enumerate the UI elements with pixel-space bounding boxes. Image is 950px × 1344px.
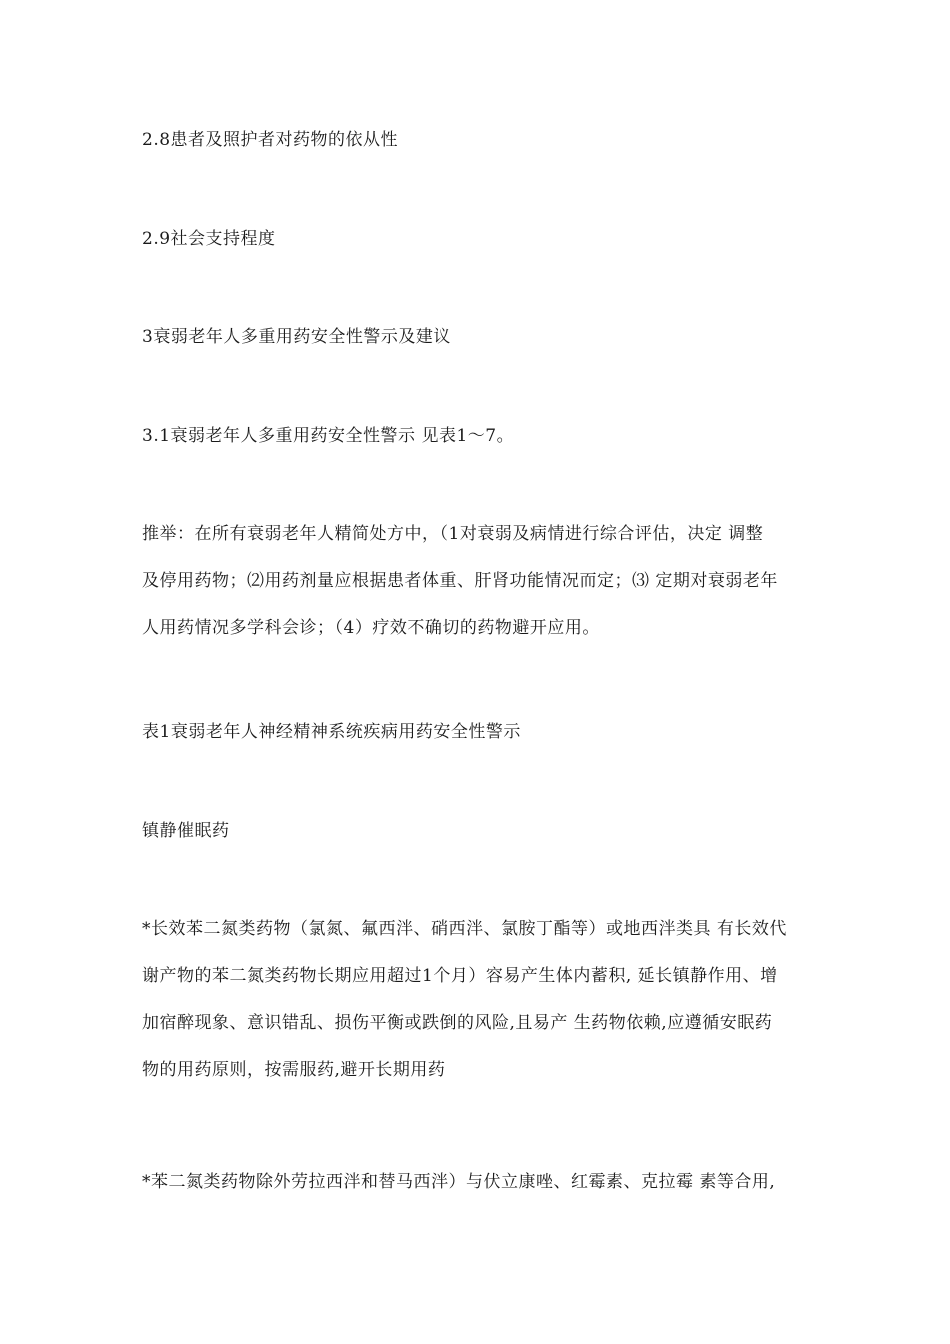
- paragraph-line: 及停用药物；⑵用药剂量应根据患者体重、肝肾功能情况而定；⑶ 定期对衰弱老年: [142, 571, 778, 591]
- paragraph-line: *长效苯二氮类药物（氯氮、氟西泮、硝西泮、氯胺丁酯等）或地西泮类具 有长效代: [142, 919, 787, 939]
- section-sedative: 镇静催眠药: [142, 821, 230, 841]
- paragraph-line: 物的用药原则，按需服药,避开长期用药: [142, 1060, 446, 1080]
- paragraph-line: 谢产物的苯二氮类药物长期应用超过1个月）容易产生体内蓄积, 延长镇静作用、增: [142, 966, 778, 986]
- table-1-title: 表1衰弱老年人神经精神系统疾病用药安全性警示: [142, 722, 521, 742]
- heading-2-8: 2.8患者及照护者对药物的依从性: [142, 130, 399, 150]
- paragraph-line: *苯二氮类药物除外劳拉西泮和替马西泮）与伏立康唑、红霉素、克拉霉 素等合用,: [142, 1172, 776, 1192]
- heading-3: 3衰弱老年人多重用药安全性警示及建议: [142, 327, 451, 347]
- warning-paragraph-1: [142, 906, 822, 1094]
- heading-2-9: 2.9社会支持程度: [142, 229, 276, 249]
- recommendation-paragraph: [142, 511, 822, 652]
- paragraph-line: 加宿醉现象、意识错乱、损伤平衡或跌倒的风险,且易产 生药物依赖,应遵循安眠药: [142, 1013, 773, 1033]
- paragraph-line: 人用药情况多学科会诊；（4）疗效不确切的药物避开应用。: [142, 618, 600, 638]
- heading-3-1: 3.1衰弱老年人多重用药安全性警示 见表1〜7。: [142, 426, 515, 446]
- paragraph-line: 推举：在所有衰弱老年人精简处方中，（1对衰弱及病情进行综合评估，决定 调整: [142, 524, 764, 544]
- warning-paragraph-2: [142, 1159, 822, 1206]
